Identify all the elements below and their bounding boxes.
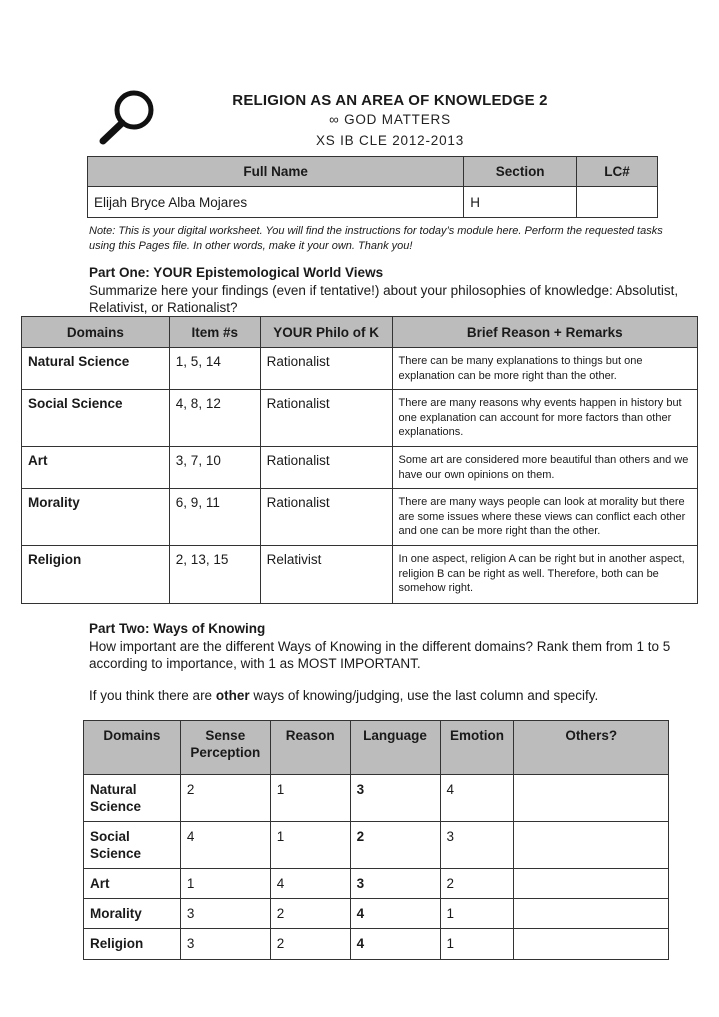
emotion-cell[interactable]: 1	[440, 899, 514, 929]
others-cell[interactable]	[514, 869, 669, 899]
language-cell[interactable]: 2	[350, 822, 440, 869]
language-cell[interactable]: 4	[350, 929, 440, 960]
emotion-cell[interactable]: 4	[440, 775, 514, 822]
remarks-header: Brief Reason + Remarks	[392, 317, 697, 348]
remark-cell[interactable]: Some art are considered more beautiful than others and we have our own opinions on them.	[392, 447, 697, 489]
language-cell[interactable]: 3	[350, 775, 440, 822]
sense-cell[interactable]: 3	[180, 899, 270, 929]
philo-cell[interactable]: Rationalist	[260, 447, 392, 489]
worksheet-note: Note: This is your digital worksheet. You will find the instructions for today’s module here. Perform the requested tasks using this Pages file. In other words, make it your own. Thank you!	[89, 225, 663, 252]
reason-cell[interactable]: 2	[270, 899, 350, 929]
items-cell[interactable]: 4, 8, 12	[169, 390, 260, 447]
table-row	[22, 489, 698, 546]
part-two-instruction: If you think there are other ways of knowing/judging, use the last column and specify.	[89, 688, 599, 703]
philo-header: YOUR Philo of K	[260, 317, 392, 348]
table-row	[22, 390, 698, 447]
reason-header: Reason	[270, 721, 350, 775]
domain-cell: Religion	[22, 546, 170, 604]
part-one-heading: Part One: YOUR Epistemological World Views	[89, 265, 384, 280]
reason-cell[interactable]: 1	[270, 775, 350, 822]
emotion-cell[interactable]: 2	[440, 869, 514, 899]
remark-cell[interactable]: There are many reasons why events happen in history but one explanation can account for more factors than other explanations.	[392, 390, 697, 447]
items-header: Item #s	[169, 317, 260, 348]
domain-cell: Religion	[84, 929, 181, 960]
sense-cell[interactable]: 1	[180, 869, 270, 899]
language-header: Language	[350, 721, 440, 775]
sense-cell[interactable]: 3	[180, 929, 270, 960]
domain-cell: Art	[84, 869, 181, 899]
remark-cell[interactable]: There can be many explanations to things but one explanation can be more right than the other.	[392, 348, 697, 390]
full-name-header: Full Name	[88, 157, 464, 187]
reason-cell[interactable]: 2	[270, 929, 350, 960]
domain-cell: Natural Science	[84, 775, 181, 822]
table-row	[84, 929, 669, 960]
emotion-header: Emotion	[440, 721, 514, 775]
philo-cell[interactable]: Rationalist	[260, 390, 392, 447]
lc-field[interactable]	[577, 187, 658, 218]
language-cell[interactable]: 4	[350, 899, 440, 929]
domains-header: Domains	[84, 721, 181, 775]
items-cell[interactable]: 1, 5, 14	[169, 348, 260, 390]
reason-cell[interactable]: 1	[270, 822, 350, 869]
section-field[interactable]: H	[464, 187, 577, 218]
sense-header: Sense Perception	[180, 721, 270, 775]
table-row	[84, 822, 669, 869]
full-name-field[interactable]: Elijah Bryce Alba Mojares	[88, 187, 464, 218]
lc-header: LC#	[577, 157, 658, 187]
sense-cell[interactable]: 2	[180, 775, 270, 822]
philo-cell[interactable]: Rationalist	[260, 348, 392, 390]
table-row	[84, 899, 669, 929]
sense-cell[interactable]: 4	[180, 822, 270, 869]
domain-cell: Social Science	[84, 822, 181, 869]
document-subtitle: ∞ GOD MATTERS	[329, 112, 451, 127]
remark-cell[interactable]: In one aspect, religion A can be right but in another aspect, religion B can be right as well. Therefore, both can be somehow right.	[392, 546, 697, 604]
items-cell[interactable]: 6, 9, 11	[169, 489, 260, 546]
table-row	[84, 775, 669, 822]
others-cell[interactable]	[514, 929, 669, 960]
items-cell[interactable]: 2, 13, 15	[169, 546, 260, 604]
table-row	[22, 447, 698, 489]
ways-of-knowing-table	[83, 720, 669, 960]
document-title: RELIGION AS AN AREA OF KNOWLEDGE 2	[232, 92, 548, 109]
section-header: Section	[464, 157, 577, 187]
epistemology-table	[21, 316, 698, 604]
domain-cell: Social Science	[22, 390, 170, 447]
others-cell[interactable]	[514, 899, 669, 929]
emotion-cell[interactable]: 1	[440, 929, 514, 960]
domain-cell: Morality	[84, 899, 181, 929]
philo-cell[interactable]: Rationalist	[260, 489, 392, 546]
table-row	[22, 348, 698, 390]
language-cell[interactable]: 3	[350, 869, 440, 899]
others-cell[interactable]	[514, 822, 669, 869]
domain-cell: Natural Science	[22, 348, 170, 390]
part-two-heading: Part Two: Ways of Knowing	[89, 621, 266, 636]
part-one-description: Summarize here your findings (even if tentative!) about your philosophies of knowledge: Absolutist, Relativist, or Rationalist?	[89, 283, 679, 315]
emotion-cell[interactable]: 3	[440, 822, 514, 869]
items-cell[interactable]: 3, 7, 10	[169, 447, 260, 489]
remark-cell[interactable]: There are many ways people can look at morality but there are some issues where these views can conflict each other and one can be more right than the other.	[392, 489, 697, 546]
part-two-description: How important are the different Ways of Knowing in the different domains? Rank them from 1 to 5 according to importance, with 1 as MOST IMPORTANT.	[89, 639, 671, 671]
student-info-table	[87, 156, 658, 218]
domain-cell: Art	[22, 447, 170, 489]
others-cell[interactable]	[514, 775, 669, 822]
reason-cell[interactable]: 4	[270, 869, 350, 899]
domains-header: Domains	[22, 317, 170, 348]
philo-cell[interactable]: Relativist	[260, 546, 392, 604]
domain-cell: Morality	[22, 489, 170, 546]
table-row	[84, 869, 669, 899]
table-row	[22, 546, 698, 604]
others-header: Others?	[514, 721, 669, 775]
course-label: XS IB CLE 2012-2013	[315, 133, 465, 148]
